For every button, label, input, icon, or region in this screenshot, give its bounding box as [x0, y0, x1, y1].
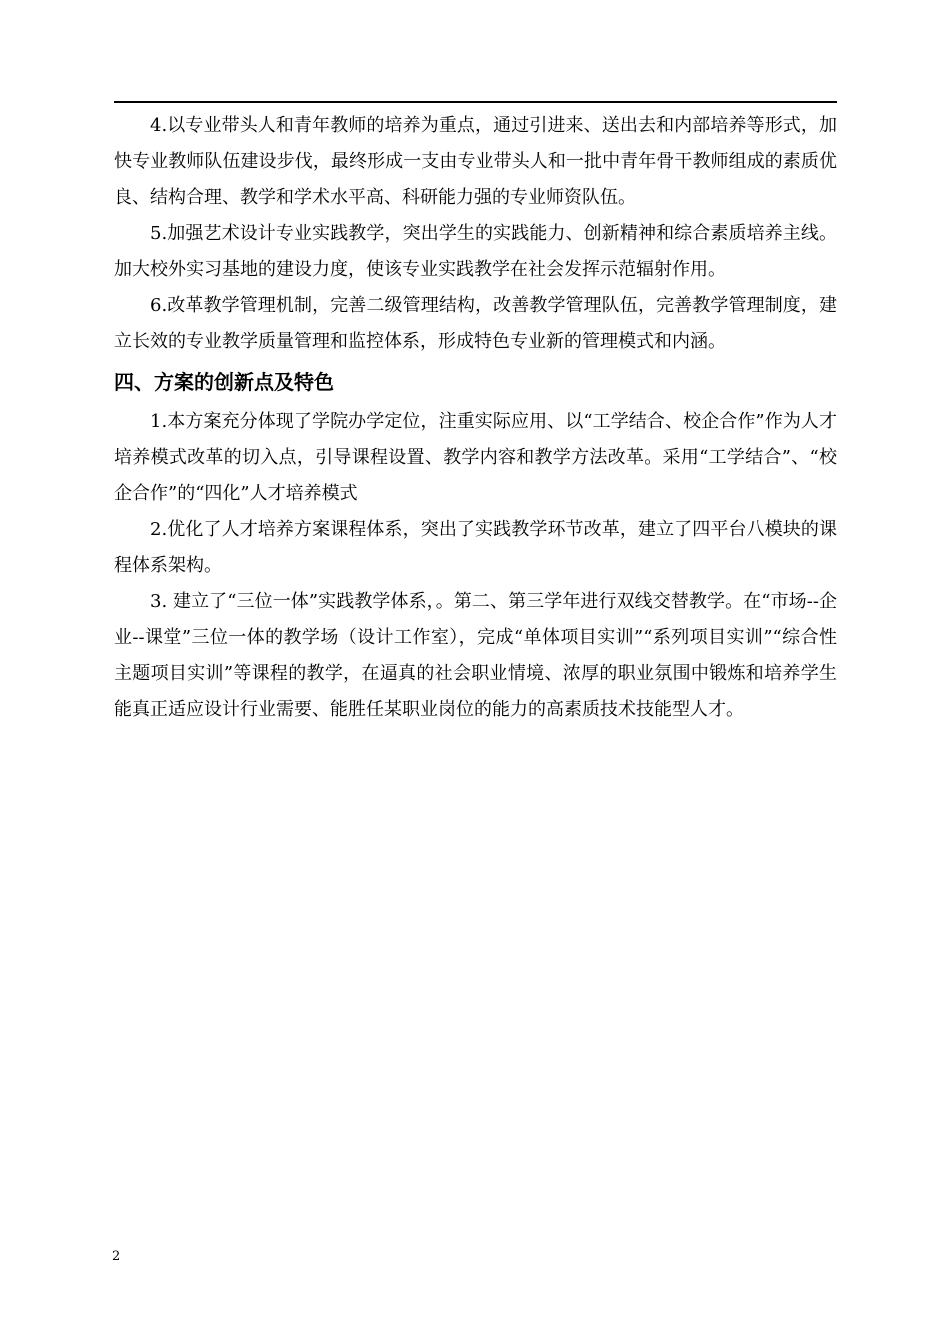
paragraph-item-4: 4.以专业带头人和青年教师的培养为重点，通过引进来、送出去和内部培养等形式，加快专业教师队伍建设步伐，最终形成一支由专业带头人和一批中青年骨干教师组成的素质优良、结构合理、教学和学术水平高、科研能力强的专业师资队伍。	[114, 115, 837, 208]
paragraph-feature-2: 2.优化了人才培养方案课程体系，突出了实践教学环节改革，建立了四平台八模块的课程体系架构。	[114, 519, 837, 576]
paragraph-feature-3: 3. 建立了“三位一体”实践教学体系，。第二、第三学年进行双线交替教学。在“市场--企业--课堂”三位一体的教学场（设计工作室），完成“单体项目实训”“系列项目实训”“综合性主题项目实训”等课程的教学，在逼真的社会职业情境、浓厚的职业氛围中锻炼和培养学生能真正适应设计行业需要、能胜任某职业岗位的能力的高素质技术技能型人才。	[114, 591, 837, 720]
page-content	[114, 108, 837, 728]
paragraph-item-6: 6.改革教学管理机制，完善二级管理结构，改善教学管理队伍，完善教学管理制度，建立长效的专业教学质量管理和监控体系，形成特色专业新的管理模式和内涵。	[114, 295, 837, 352]
page-number: 2	[112, 1249, 121, 1264]
section-heading: 四、方案的创新点及特色	[114, 370, 334, 394]
paragraph-feature-1: 1.本方案充分体现了学院办学定位，注重实际应用、以“工学结合、校企合作”作为人才培养模式改革的切入点，引导课程设置、教学内容和教学方法改革。采用“工学结合”、“校企合作”的“四化”人才培养模式	[114, 411, 837, 504]
header-rule	[114, 101, 837, 103]
paragraph-item-5: 5.加强艺术设计专业实践教学，突出学生的实践能力、创新精神和综合素质培养主线。加大校外实习基地的建设力度，使该专业实践教学在社会发挥示范辐射作用。	[114, 223, 837, 280]
